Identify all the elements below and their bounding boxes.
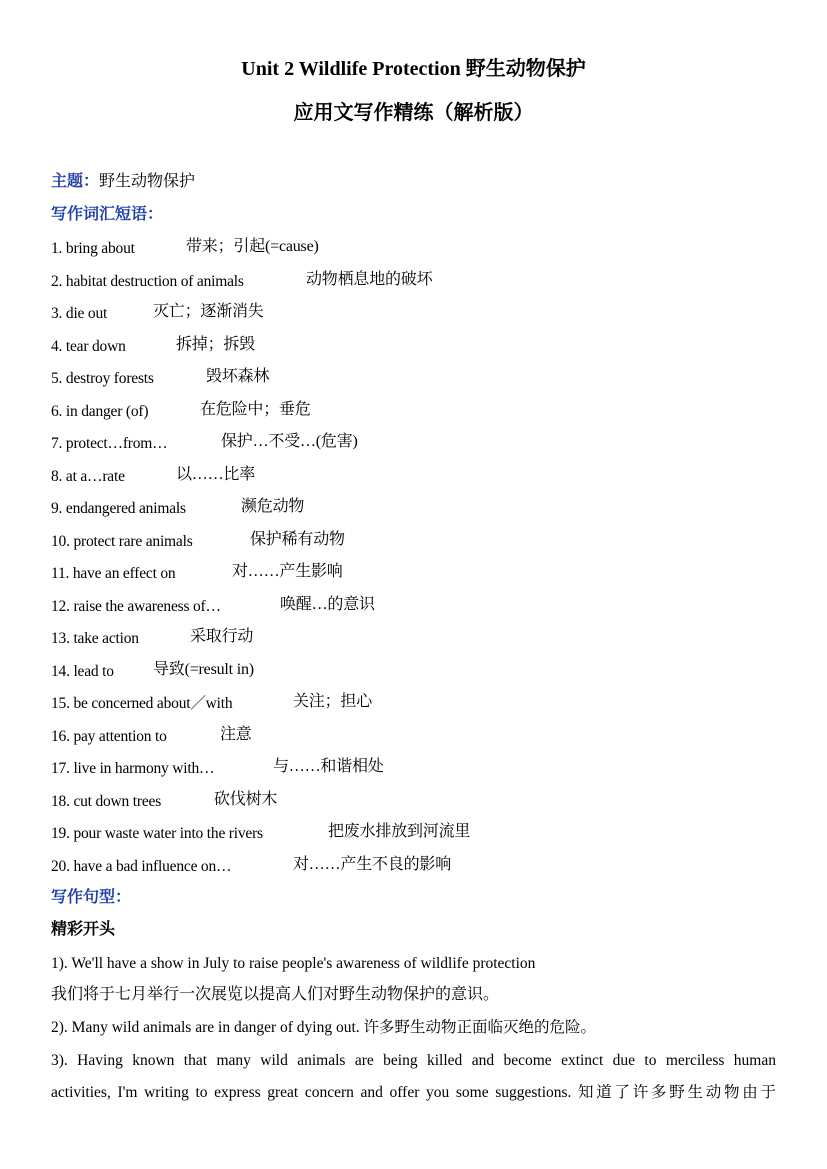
phrase-item [51,563,343,584]
phrase-item [51,303,264,324]
phrase-cn: 濒危动物 [241,498,305,515]
sentence-1-en: 1). We'll have a show in July to raise people's awareness of wildlife protection [51,955,536,972]
phrase-item [51,531,345,552]
phrase-item [51,271,433,292]
sentence-2: 2). Many wild animals are in danger of dying out. 许多野生动物正面临灭绝的危险。 [51,1019,597,1036]
phrase-item [51,433,358,454]
phrase-cn: 动物栖息地的破坏 [306,271,433,288]
phrase-en: 20. have a bad influence on… [51,858,232,875]
phrase-cn: 对……产生影响 [232,563,343,580]
phrase-item [51,693,373,714]
phrase-cn: 砍伐树木 [214,791,278,808]
theme-value: 野生动物保护 [99,173,196,190]
phrase-cn: 灭亡；逐渐消失 [153,303,264,320]
phrase-en: 14. lead to [51,663,114,680]
sentence-3-line-1: 3). Having known that many wild animals are being killed and become extinct due to merciless human [51,1052,776,1069]
phrase-en: 18. cut down trees [51,793,162,810]
phrase-item [51,401,311,422]
phrase-item [51,628,254,649]
phrase-en: 19. pour waste water into the rivers [51,825,263,842]
phrase-cn: 拆掉；拆毁 [176,336,256,353]
phrase-item [51,238,319,259]
phrase-en: 8. at a…rate [51,468,125,485]
phrase-cn: 毁坏森林 [206,368,270,385]
phrase-cn: 采取行动 [190,628,254,645]
phrase-item [51,466,256,487]
phrase-cn: 对……产生不良的影响 [293,856,452,873]
sentence-3-line-2: activities, I'm writing to express great concern and offer you some suggestions. 知道了许多野生动物由于 [51,1084,776,1101]
phrase-cn: 唤醒…的意识 [280,596,375,613]
phrase-item [51,336,256,357]
phrase-cn: 带来；引起(=cause) [186,238,319,255]
phrase-cn: 导致(=result in) [153,661,254,678]
phrase-en: 3. die out [51,305,108,322]
phrase-cn: 以……比率 [176,466,256,483]
phrase-item [51,791,278,812]
theme-label: 主题： [51,173,100,190]
vocab-label: 写作词汇短语： [51,206,164,223]
phrase-cn: 在危险中；垂危 [200,401,311,418]
phrase-item [51,661,254,682]
phrase-en: 7. protect…from… [51,435,168,452]
phrase-en: 10. protect rare animals [51,533,193,550]
phrase-item [51,856,452,877]
phrase-en: 2. habitat destruction of animals [51,273,244,290]
phrase-item [51,726,252,747]
phrase-item [51,823,471,844]
opening-heading: 精彩开头 [51,921,116,938]
phrase-cn: 保护稀有动物 [250,531,345,548]
title-line-2: 应用文写作精练（解析版） [293,102,534,124]
phrase-en: 15. be concerned about／with [51,695,233,712]
phrase-en: 11. have an effect on [51,565,176,582]
phrase-en: 9. endangered animals [51,500,186,517]
sentence-1-cn: 我们将于七月举行一次展览以提高人们对野生动物保护的意识。 [51,986,500,1003]
phrase-en: 13. take action [51,630,139,647]
phrase-item [51,758,384,779]
sentence-label: 写作句型： [51,889,132,906]
phrase-cn: 注意 [220,726,252,743]
title-line-1: Unit 2 Wildlife Protection 野生动物保护 [241,58,586,80]
phrase-item [51,498,305,519]
phrase-cn: 把废水排放到河流里 [328,823,471,840]
phrase-en: 4. tear down [51,338,126,355]
phrase-item [51,368,270,389]
phrase-en: 1. bring about [51,240,135,257]
phrase-en: 12. raise the awareness of… [51,598,221,615]
phrase-cn: 关注；担心 [293,693,373,710]
phrase-en: 5. destroy forests [51,370,154,387]
phrase-cn: 保护…不受…(危害) [221,433,358,450]
phrase-item [51,596,375,617]
phrase-en: 16. pay attention to [51,728,167,745]
theme-row [51,172,195,192]
phrase-cn: 与……和谐相处 [273,758,384,775]
phrase-en: 6. in danger (of) [51,403,149,420]
phrase-en: 17. live in harmony with… [51,760,215,777]
